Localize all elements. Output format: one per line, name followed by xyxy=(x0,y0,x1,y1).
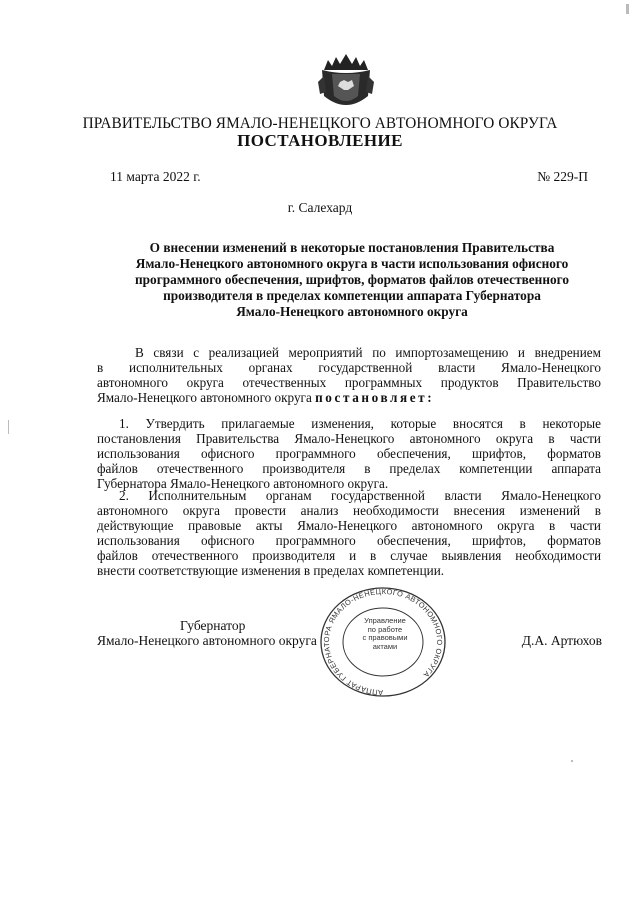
stamp-outer-text: АППАРАТ ГУБЕРНАТОРА ЯМАЛО-НЕНЕЦКОГО АВТОНОМНОГО ОКРУГА xyxy=(321,586,445,698)
paragraph-line: 2. Исполнительным органам государственной власти Ямало-Ненецкого xyxy=(119,488,601,503)
subject-line: программного обеспечения, шрифтов, форматов файлов отечественного xyxy=(134,272,570,287)
subject-line: Ямало-Ненецкого автономного округа в части использования офисного xyxy=(135,256,569,271)
yamal-nenets-coat-of-arms-icon xyxy=(318,52,374,112)
stamp-line: актами xyxy=(372,641,398,651)
subject-line: производителя в пределах компетенции аппарата Губернатора xyxy=(163,288,541,303)
paragraph-line: использования офисного программного обеспечения, шрифтов, форматов xyxy=(97,446,601,461)
paragraph-line: файлов отечественного производителя в пределах компетенции аппарата xyxy=(97,461,601,476)
paragraph-line: действующие правовые акты Ямало-Ненецкого автономного округа в части xyxy=(97,518,601,533)
stamp-line: с правовыми xyxy=(362,633,408,643)
paragraph-line xyxy=(97,390,601,405)
paragraph-line: постановления Правительства Ямало-Ненецкого автономного округа в части xyxy=(97,431,601,446)
item-1-paragraph xyxy=(97,416,601,491)
decree-word: постановляет: xyxy=(315,390,435,405)
document-type-heading: ПОСТАНОВЛЕНИЕ xyxy=(237,131,403,150)
stamp-line: по работе xyxy=(367,624,403,634)
paragraph-line: в исполнительных органах государственной власти Ямало-Ненецкого xyxy=(97,360,601,375)
signatory-organization: Ямало-Ненецкого автономного округа xyxy=(97,633,317,648)
subject-line: О внесении изменений в некоторые постановления Правительства xyxy=(149,240,555,255)
stamp-line: Управление xyxy=(364,616,406,625)
item-2-paragraph xyxy=(97,488,601,578)
paragraph-line: использования офисного программного обеспечения, шрифтов, форматов xyxy=(97,533,601,548)
paragraph-line: автономного округа провести анализ необходимости внесения изменений в xyxy=(97,503,601,518)
stamp-inner-text xyxy=(350,617,420,651)
paragraph-line: файлов отечественного производителя и в случае выявления необходимости xyxy=(97,548,601,563)
document-subject xyxy=(100,240,604,320)
signatory-name: Д.А. Артюхов xyxy=(521,633,602,648)
preamble-paragraph xyxy=(97,345,601,405)
subject-line: Ямало-Ненецкого автономного округа xyxy=(236,304,468,319)
scan-artifact xyxy=(8,420,9,434)
government-title: ПРАВИТЕЛЬСТВО ЯМАЛО-НЕНЕЦКОГО АВТОНОМНОГО ОКРУГА xyxy=(82,115,558,132)
preamble-last-line: Ямало-Ненецкого автономного округа xyxy=(97,390,312,405)
paragraph-line: автономного округа отечественных программных продуктов Правительство xyxy=(97,375,601,390)
paragraph-line: 1. Утвердить прилагаемые изменения, которые вносятся в некоторые xyxy=(119,416,601,431)
paragraph-line: внести соответствующие изменения в пределах компетенции. xyxy=(97,563,445,578)
document-date: 11 марта 2022 г. xyxy=(110,169,201,184)
document-city: г. Салехард xyxy=(287,200,353,215)
document-number: № 229-П xyxy=(537,169,588,184)
scan-artifact xyxy=(571,760,573,762)
scan-artifact xyxy=(626,4,629,14)
paragraph-line: Губернатора Ямало-Ненецкого автономного округа. xyxy=(97,476,389,491)
signatory-title: Губернатор xyxy=(180,618,246,633)
paragraph-line: В связи с реализацией мероприятий по импортозамещению и внедрением xyxy=(135,345,601,360)
